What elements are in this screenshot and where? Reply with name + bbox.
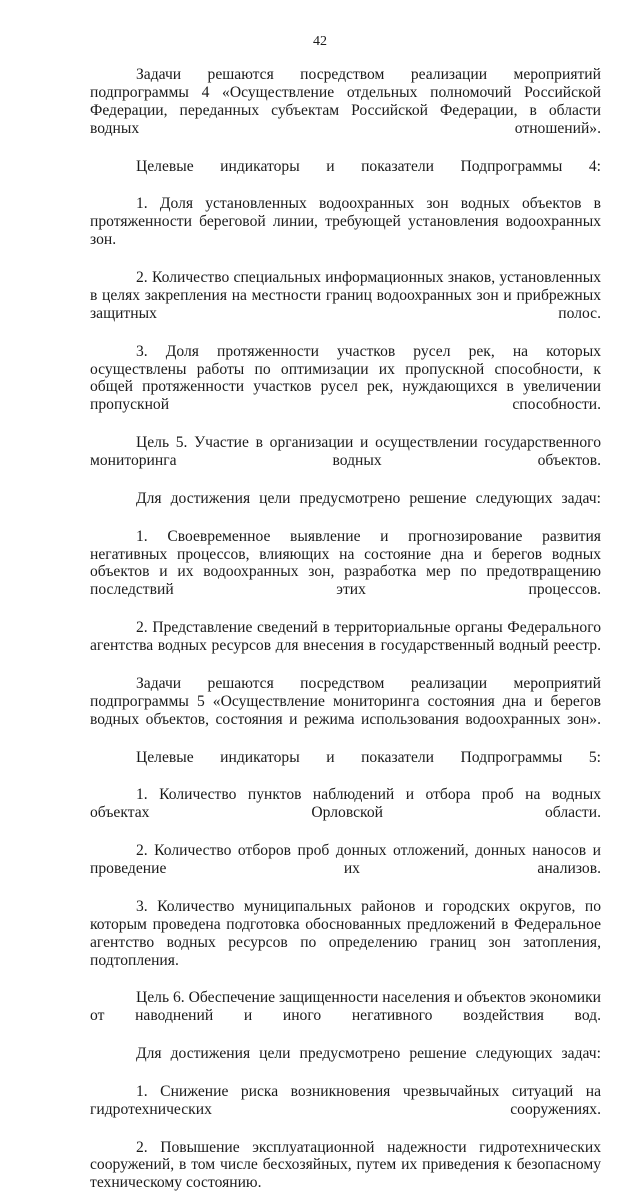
paragraph: 2. Количество специальных информационных знаков, установленных в целях закрепления на местности границ водоохранных зон и прибрежных защитных полос. bbox=[90, 268, 601, 322]
paragraph: Задачи решаются посредством реализации мероприятий подпрограммы 5 «Осуществление мониторинга состояния дна и берегов водных объектов, состояния и режима использования водоохранных зон». bbox=[90, 674, 601, 728]
document-body bbox=[90, 66, 601, 1194]
paragraph: 3. Доля протяженности участков русел рек, на которых осуществлены работы по оптимизации их пропускной способности, к общей протяженности участков русел рек, нуждающихся в увеличении пропускной способности. bbox=[90, 342, 601, 414]
paragraph: 2. Повышение эксплуатационной надежности гидротехнических сооружений, в том числе бесхозяйных, путем их приведения к безопасному техническому состоянию. bbox=[90, 1138, 601, 1192]
paragraph: 1. Количество пунктов наблюдений и отбора проб на водных объектах Орловской области. bbox=[90, 786, 601, 822]
paragraph: 1. Своевременное выявление и прогнозирование развития негативных процессов, влияющих на состояние дна и берегов водных объектов и их водоохранных зон, разработка мер по предотвращению последствий этих процессов. bbox=[90, 527, 601, 599]
page-number: 42 bbox=[313, 34, 327, 49]
paragraph: 2. Количество отборов проб донных отложений, донных наносов и проведение их анализов. bbox=[90, 842, 601, 877]
paragraph: Для достижения цели предусмотрено решение следующих задач: bbox=[136, 489, 601, 507]
paragraph: 1. Доля установленных водоохранных зон водных объектов в протяженности береговой линии, требующей установления водоохранных зон. bbox=[90, 195, 601, 249]
paragraph: Задачи решаются посредством реализации мероприятий подпрограммы 4 «Осуществление отдельных полномочий Российской Федерации, переданных субъектам Российской Федерации, в области водных отношений». bbox=[90, 66, 601, 137]
paragraph: Целевые индикаторы и показатели Подпрограммы 4: bbox=[136, 157, 601, 175]
paragraph: 2. Представление сведений в территориальные органы Федерального агентства водных ресурсов для внесения в государственный водный реестр. bbox=[90, 619, 601, 655]
paragraph: Для достижения цели предусмотрено решение следующих задач: bbox=[136, 1045, 601, 1063]
paragraph: 3. Количество муниципальных районов и городских округов, по которым проведена подготовка обоснованных предложений в Федеральное агентство водных ресурсов по определению границ зон затопления, подтопления. bbox=[90, 897, 601, 969]
paragraph: Цель 5. Участие в организации и осуществлении государственного мониторинга водных объектов. bbox=[90, 434, 601, 470]
paragraph: Целевые индикаторы и показатели Подпрограммы 5: bbox=[136, 748, 601, 766]
paragraph: Цель 6. Обеспечение защищенности населения и объектов экономики от наводнений и иного негативного воздействия вод. bbox=[90, 989, 601, 1025]
paragraph: 1. Снижение риска возникновения чрезвычайных ситуаций на гидротехнических сооружениях. bbox=[90, 1082, 601, 1118]
